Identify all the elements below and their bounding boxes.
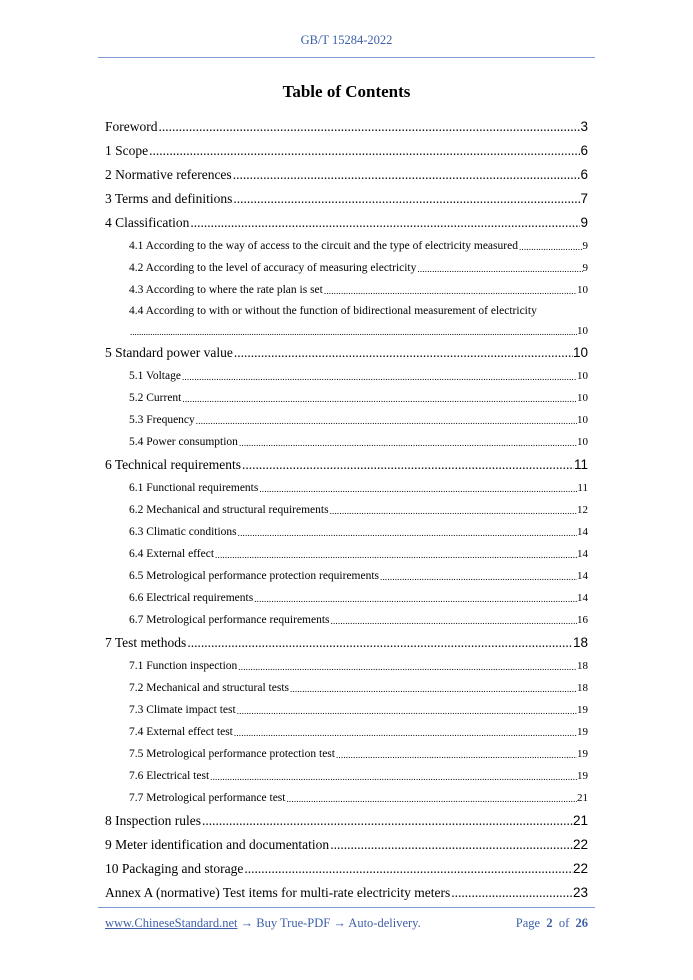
toc-subentry-4-1[interactable]: 4.1 According to the way of access to the circuit and the type of electricity measured ..... 9	[105, 235, 588, 257]
dot-leader	[181, 387, 577, 409]
toc-entry-scope[interactable]: 1 Scope ..... 6	[105, 139, 588, 163]
dot-leader	[518, 235, 583, 257]
current-page: 2	[546, 916, 553, 930]
page-number: 10	[577, 414, 588, 426]
page-number: 16	[577, 614, 588, 626]
toc-subentry-7-1[interactable]: 7.1 Function inspection ..... 18	[105, 655, 588, 677]
toc-subentry-7-3[interactable]: 7.3 Climate impact test ..... 19	[105, 699, 588, 721]
toc-entry-annex-a[interactable]: Annex A (normative) Test items for multi-rate electricity meters ..... 23	[105, 881, 588, 905]
dot-leader	[335, 743, 577, 765]
page-number: 10	[572, 345, 588, 360]
dot-leader	[258, 477, 577, 499]
dot-leader	[236, 699, 577, 721]
toc-subentry-6-4[interactable]: 6.4 External effect ..... 14	[105, 543, 588, 565]
dot-leader	[237, 521, 577, 543]
dot-leader	[195, 409, 577, 431]
page-number: 19	[577, 726, 588, 738]
toc-subentry-5-2[interactable]: 5.2 Current ..... 10	[105, 387, 588, 409]
dot-leader	[323, 279, 577, 301]
footer-promo	[105, 916, 421, 931]
dot-leader	[214, 543, 577, 565]
dot-leader	[186, 631, 573, 655]
table-of-contents	[105, 115, 588, 905]
dot-leader	[201, 809, 573, 833]
dot-leader	[241, 453, 574, 477]
page-number: 12	[577, 504, 588, 516]
page-number: 14	[577, 548, 588, 560]
page-number: 14	[577, 526, 588, 538]
page-number: 10	[577, 325, 588, 337]
dot-leader	[232, 187, 580, 211]
dot-leader	[416, 257, 582, 279]
page-number: 10	[577, 284, 588, 296]
footer	[105, 916, 588, 931]
toc-entry-classification[interactable]: 4 Classification ..... 9	[105, 211, 588, 235]
dot-leader	[181, 365, 577, 387]
dot-leader	[253, 587, 577, 609]
toc-entry-meter-identification[interactable]: 9 Meter identification and documentation ..... 22	[105, 833, 588, 857]
toc-entry-foreword[interactable]: Foreword ..... 3	[105, 115, 588, 139]
toc-entry-standard-power-value[interactable]: 5 Standard power value ..... 10	[105, 341, 588, 365]
toc-subentry-6-2[interactable]: 6.2 Mechanical and structural requirements ..... 12	[105, 499, 588, 521]
dot-leader	[129, 322, 577, 341]
dot-leader	[158, 115, 581, 139]
page-number: 21	[577, 792, 588, 804]
page-number: 11	[573, 457, 588, 472]
toc-subentry-5-3[interactable]: 5.3 Frequency ..... 10	[105, 409, 588, 431]
page-number: 14	[577, 592, 588, 604]
toc-subentry-6-7[interactable]: 6.7 Metrological performance requirements ..... 16	[105, 609, 588, 631]
dot-leader	[379, 565, 577, 587]
page-number: 19	[577, 748, 588, 760]
page-number: 9	[582, 262, 588, 274]
dot-leader	[189, 211, 580, 235]
page-number: 18	[572, 635, 588, 650]
page-number: 23	[572, 885, 588, 900]
dot-leader	[237, 655, 577, 677]
page-number: 9	[582, 240, 588, 252]
toc-subentry-7-2[interactable]: 7.2 Mechanical and structural tests ..... 18	[105, 677, 588, 699]
toc-subentry-6-3[interactable]: 6.3 Climatic conditions ..... 14	[105, 521, 588, 543]
page-number: 6	[580, 167, 588, 182]
footer-divider	[98, 907, 595, 908]
page-number: 22	[572, 861, 588, 876]
toc-subentry-6-1[interactable]: 6.1 Functional requirements ..... 11	[105, 477, 588, 499]
page-number: 19	[577, 704, 588, 716]
dot-leader	[233, 721, 577, 743]
page-indicator: Page 2 of 26	[515, 916, 588, 930]
dot-leader	[285, 787, 577, 809]
toc-entry-terms[interactable]: 3 Terms and definitions ..... 7	[105, 187, 588, 211]
toc-subentry-5-1[interactable]: 5.1 Voltage ..... 10	[105, 365, 588, 387]
dot-leader	[289, 677, 577, 699]
page-number: 6	[580, 143, 588, 158]
page-number: 18	[577, 660, 588, 672]
dot-leader	[233, 341, 573, 365]
page-number: 10	[577, 370, 588, 382]
page-number: 10	[577, 392, 588, 404]
dot-leader	[209, 765, 577, 787]
toc-subentry-7-5[interactable]: 7.5 Metrological performance protection test ..... 19	[105, 743, 588, 765]
total-pages: 26	[575, 916, 588, 930]
website-link[interactable]: www.ChineseStandard.net	[105, 916, 238, 930]
page-number: 21	[572, 813, 588, 828]
toc-entry-normative-references[interactable]: 2 Normative references ..... 6	[105, 163, 588, 187]
toc-entry-inspection-rules[interactable]: 8 Inspection rules ..... 21	[105, 809, 588, 833]
toc-subentry-5-4[interactable]: 5.4 Power consumption ..... 10	[105, 431, 588, 453]
footer-promo-text: → Buy True-PDF → Auto-delivery.	[237, 916, 421, 930]
dot-leader	[329, 499, 577, 521]
dot-leader	[243, 857, 573, 881]
toc-subentry-7-7[interactable]: 7.7 Metrological performance test ..... 21	[105, 787, 588, 809]
toc-entry-test-methods[interactable]: 7 Test methods ..... 18	[105, 631, 588, 655]
dot-leader	[450, 881, 573, 905]
toc-entry-packaging[interactable]: 10 Packaging and storage ..... 22	[105, 857, 588, 881]
page-number: 11	[577, 482, 588, 494]
dot-leader	[329, 833, 573, 857]
toc-subentry-4-4[interactable]: 4.4 According to with or without the function of bidirectional measurement of electricity ..... 10	[105, 301, 588, 341]
dot-leader	[232, 163, 581, 187]
dot-leader	[148, 139, 580, 163]
dot-leader	[330, 609, 577, 631]
toc-subentry-6-6[interactable]: 6.6 Electrical requirements ..... 14	[105, 587, 588, 609]
page-number: 18	[577, 682, 588, 694]
toc-entry-technical-requirements[interactable]: 6 Technical requirements ..... 11	[105, 453, 588, 477]
page-number: 22	[572, 837, 588, 852]
toc-subentry-4-2[interactable]: 4.2 According to the level of accuracy of measuring electricity ..... 9	[105, 257, 588, 279]
page-number: 19	[577, 770, 588, 782]
toc-subentry-6-5[interactable]: 6.5 Metrological performance protection requirements ..... 14	[105, 565, 588, 587]
page-number: 7	[580, 191, 588, 206]
page-number: 10	[577, 436, 588, 448]
page-number: 9	[580, 215, 588, 230]
toc-subentry-7-4[interactable]: 7.4 External effect test ..... 19	[105, 721, 588, 743]
running-header: GB/T 15284-2022	[300, 33, 393, 47]
page-number: 3	[580, 119, 588, 134]
toc-subentry-7-6[interactable]: 7.6 Electrical test ..... 19	[105, 765, 588, 787]
page-title: Table of Contents	[282, 82, 411, 101]
toc-subentry-4-3[interactable]: 4.3 According to where the rate plan is set ..... 10	[105, 279, 588, 301]
dot-leader	[238, 431, 577, 453]
header-divider	[98, 57, 595, 58]
page-number: 14	[577, 570, 588, 582]
